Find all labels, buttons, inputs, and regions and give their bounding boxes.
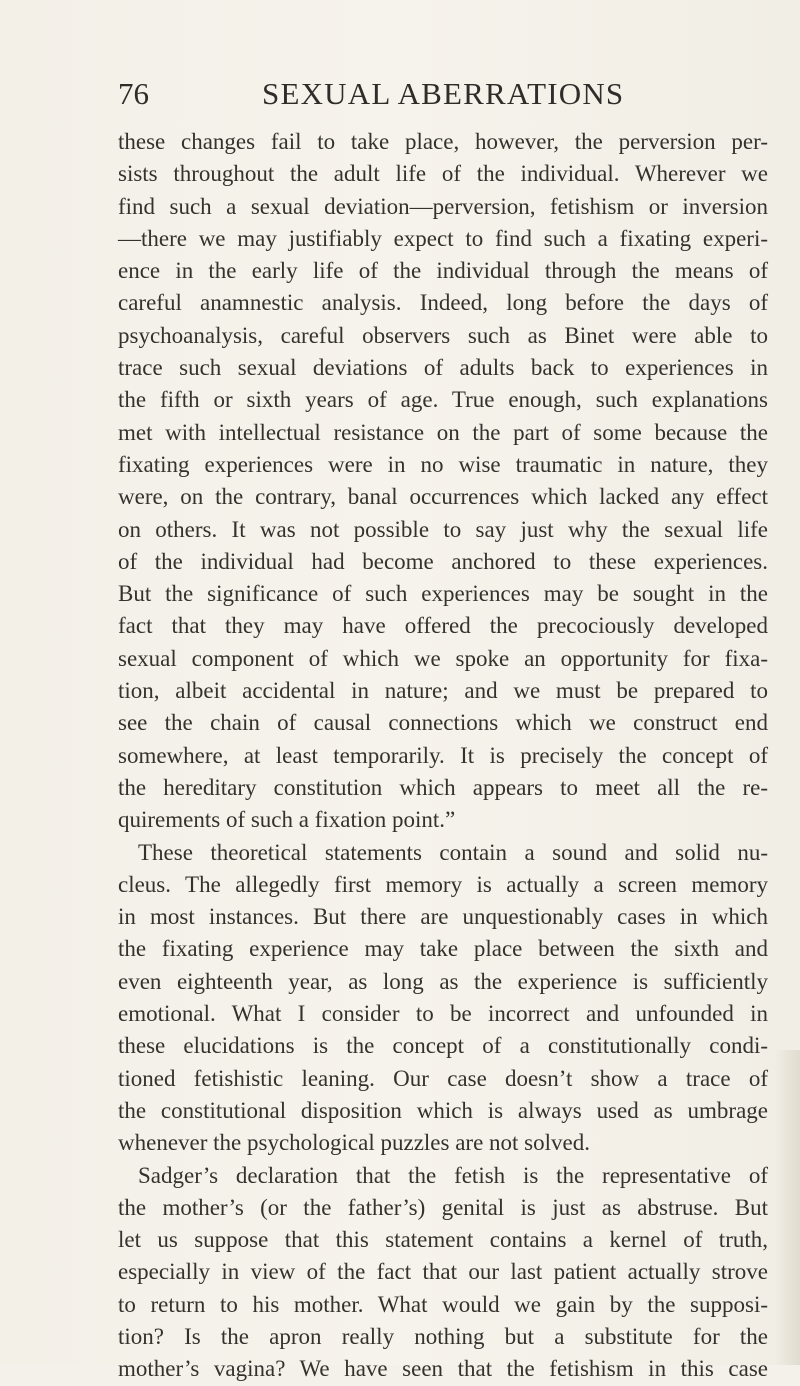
text-line: trace such sexual deviations of adults back to experiences in xyxy=(118,355,768,381)
text-line: these elucidations is the concept of a constitutionally condi- xyxy=(118,1033,768,1059)
text-line: the fixating experience may take place between the sixth and xyxy=(118,936,768,962)
text-line: to return to his mother. What would we gain by the supposi- xyxy=(118,1291,768,1317)
paragraph-end-line: whenever the psychological puzzles are not solved. xyxy=(118,1130,590,1156)
text-line: sexual component of which we spoke an opportunity for fixa- xyxy=(118,645,768,671)
text-line: see the chain of causal connections which we construct end xyxy=(118,710,768,736)
text-line: let us suppose that this statement contains a kernel of truth, xyxy=(118,1227,768,1253)
text-line: tioned fetishistic leaning. Our case doesn’t show a trace of xyxy=(118,1065,768,1091)
text-line: But the significance of such experiences may be sought in the xyxy=(118,581,768,607)
text-line: tion, albeit accidental in nature; and we must be prepared to xyxy=(118,678,768,704)
text-line: careful anamnestic analysis. Indeed, long before the days of xyxy=(118,290,768,316)
text-line: tion? Is the apron really nothing but a substitute for the xyxy=(118,1323,768,1349)
paragraph-first-line: Sadger’s declaration that the fetish is the representative of xyxy=(138,1162,768,1188)
text-line: psychoanalysis, careful observers such as Binet were able to xyxy=(118,322,768,348)
text-line: the hereditary constitution which appears to meet all the re- xyxy=(118,774,768,800)
page-edge-shadow xyxy=(774,1050,800,1365)
body-text xyxy=(118,126,768,1386)
running-head: SEXUAL ABERRATIONS xyxy=(262,76,625,111)
text-line: of the individual had become anchored to these experiences. xyxy=(118,548,768,574)
text-line: the mother’s (or the father’s) genital is just as abstruse. But xyxy=(118,1194,768,1220)
text-line: emotional. What I consider to be incorrect and unfounded in xyxy=(118,1001,768,1027)
text-line: mother’s vagina? We have seen that the fetishism in this case xyxy=(118,1356,768,1382)
text-line: ence in the early life of the individual through the means of xyxy=(118,258,768,284)
text-line: on others. It was not possible to say just why the sexual life xyxy=(118,516,768,542)
text-line: somewhere, at least temporarily. It is precisely the concept of xyxy=(118,742,768,768)
text-line: fact that they may have offered the precociously developed xyxy=(118,613,768,639)
text-line: in most instances. But there are unquestionably cases in which xyxy=(118,904,768,930)
text-line: the constitutional disposition which is always used as umbrage xyxy=(118,1097,768,1123)
text-line: were, on the contrary, banal occurrences which lacked any effect xyxy=(118,484,768,510)
paragraph-end-line: quirements of such a fixation point.” xyxy=(118,807,456,833)
text-line: these changes fail to take place, however, the perversion per- xyxy=(118,129,768,154)
text-line: cleus. The allegedly first memory is actually a screen memory xyxy=(118,871,768,897)
paragraph-first-line: These theoretical statements contain a sound and solid nu- xyxy=(138,839,768,865)
text-line: find such a sexual deviation—perversion, fetishism or inversion xyxy=(118,193,768,219)
page-header xyxy=(118,70,738,118)
text-line: even eighteenth year, as long as the experience is sufficiently xyxy=(118,968,768,994)
text-line: sists throughout the adult life of the individual. Wherever we xyxy=(118,161,768,187)
page-number: 76 xyxy=(118,76,149,111)
text-line: —there we may justifiably expect to find such a fixating experi- xyxy=(118,225,768,251)
text-line: fixating experiences were in no wise traumatic in nature, they xyxy=(118,451,768,477)
text-line: met with intellectual resistance on the part of some because the xyxy=(118,419,768,445)
text-line: the fifth or sixth years of age. True enough, such explanations xyxy=(118,387,768,413)
text-line: especially in view of the fact that our last patient actually strove xyxy=(118,1259,768,1285)
